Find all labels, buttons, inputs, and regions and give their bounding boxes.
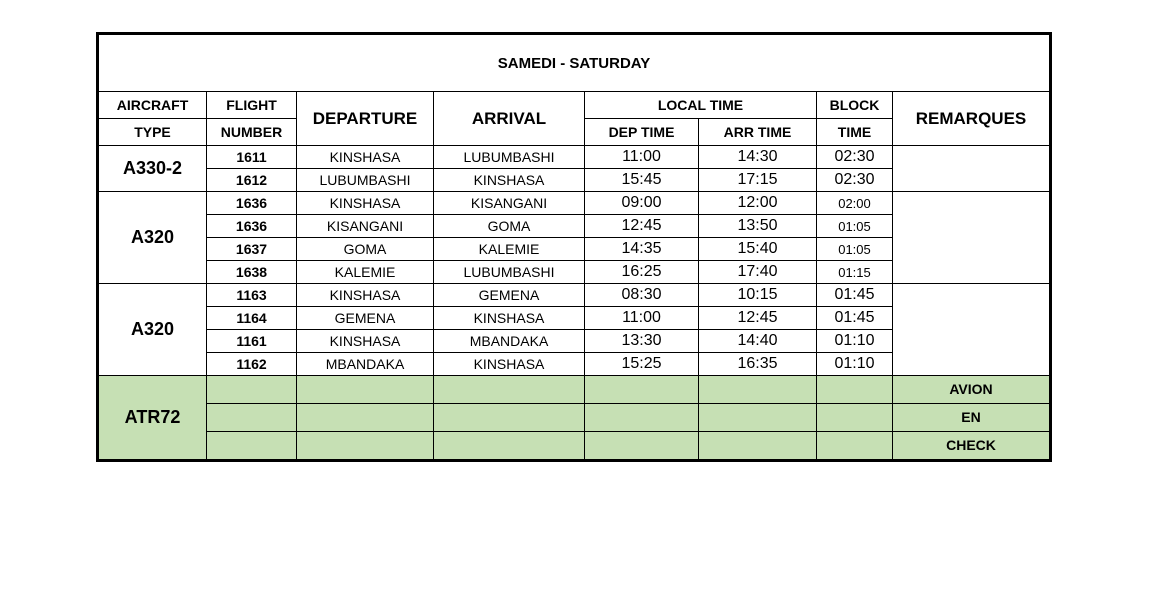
arrival-city: KALEMIE	[434, 238, 585, 261]
flight-number: 1612	[207, 169, 297, 192]
header-local-time: LOCAL TIME	[585, 92, 817, 119]
header-type: TYPE	[98, 119, 207, 146]
departure-city: KINSHASA	[297, 330, 434, 353]
remarks-cell	[893, 146, 1051, 192]
flight-row	[98, 192, 1051, 215]
empty-cell	[434, 404, 585, 432]
arrival-city: KISANGANI	[434, 192, 585, 215]
arr-time: 15:40	[699, 238, 817, 261]
arrival-city: LUBUMBASHI	[434, 146, 585, 169]
block-time: 01:05	[817, 215, 893, 238]
header-arr-time: ARR TIME	[699, 119, 817, 146]
arr-time: 12:00	[699, 192, 817, 215]
block-time: 01:10	[817, 353, 893, 376]
arrival-city: KINSHASA	[434, 307, 585, 330]
header-time: TIME	[817, 119, 893, 146]
departure-city: LUBUMBASHI	[297, 169, 434, 192]
dep-time: 11:00	[585, 146, 699, 169]
header-number: NUMBER	[207, 119, 297, 146]
arr-time: 17:40	[699, 261, 817, 284]
dep-time: 13:30	[585, 330, 699, 353]
header-flight: FLIGHT	[207, 92, 297, 119]
departure-city: KINSHASA	[297, 284, 434, 307]
empty-cell	[585, 432, 699, 461]
remarks-cell	[893, 284, 1051, 376]
empty-cell	[699, 376, 817, 404]
empty-cell	[207, 376, 297, 404]
empty-cell	[585, 404, 699, 432]
empty-cell	[585, 376, 699, 404]
header-arrival: ARRIVAL	[434, 92, 585, 146]
empty-cell	[699, 432, 817, 461]
arr-time: 12:45	[699, 307, 817, 330]
empty-cell	[297, 404, 434, 432]
block-time: 01:15	[817, 261, 893, 284]
empty-cell	[817, 404, 893, 432]
block-time: 02:00	[817, 192, 893, 215]
departure-city: KINSHASA	[297, 192, 434, 215]
dep-time: 15:45	[585, 169, 699, 192]
dep-time: 12:45	[585, 215, 699, 238]
flight-number: 1637	[207, 238, 297, 261]
empty-cell	[297, 376, 434, 404]
arr-time: 16:35	[699, 353, 817, 376]
remark-line: AVION	[893, 376, 1051, 404]
departure-city: KINSHASA	[297, 146, 434, 169]
flight-number: 1164	[207, 307, 297, 330]
empty-cell	[434, 432, 585, 461]
dep-time: 09:00	[585, 192, 699, 215]
block-time: 01:45	[817, 284, 893, 307]
header-aircraft: AIRCRAFT	[98, 92, 207, 119]
arrival-city: GEMENA	[434, 284, 585, 307]
aircraft-type: A330-2	[98, 146, 207, 192]
arrival-city: LUBUMBASHI	[434, 261, 585, 284]
atr-row	[98, 432, 1051, 461]
atr-row	[98, 376, 1051, 404]
empty-cell	[297, 432, 434, 461]
flight-row	[98, 284, 1051, 307]
flight-number: 1611	[207, 146, 297, 169]
arr-time: 13:50	[699, 215, 817, 238]
arrival-city: KINSHASA	[434, 169, 585, 192]
block-time: 01:10	[817, 330, 893, 353]
departure-city: KISANGANI	[297, 215, 434, 238]
block-time: 02:30	[817, 146, 893, 169]
arrival-city: GOMA	[434, 215, 585, 238]
header-block: BLOCK	[817, 92, 893, 119]
dep-time: 11:00	[585, 307, 699, 330]
block-time: 01:05	[817, 238, 893, 261]
empty-cell	[699, 404, 817, 432]
empty-cell	[207, 432, 297, 461]
flight-schedule-table	[96, 32, 1052, 462]
flight-number: 1638	[207, 261, 297, 284]
remark-line: CHECK	[893, 432, 1051, 461]
remarks-cell	[893, 192, 1051, 284]
dep-time: 14:35	[585, 238, 699, 261]
arr-time: 10:15	[699, 284, 817, 307]
dep-time: 16:25	[585, 261, 699, 284]
header-remarques: REMARQUES	[893, 92, 1051, 146]
flight-row	[98, 146, 1051, 169]
dep-time: 08:30	[585, 284, 699, 307]
arrival-city: MBANDAKA	[434, 330, 585, 353]
flight-number: 1636	[207, 215, 297, 238]
flight-number: 1163	[207, 284, 297, 307]
arrival-city: KINSHASA	[434, 353, 585, 376]
departure-city: MBANDAKA	[297, 353, 434, 376]
block-time: 01:45	[817, 307, 893, 330]
departure-city: KALEMIE	[297, 261, 434, 284]
empty-cell	[817, 376, 893, 404]
header-dep-time: DEP TIME	[585, 119, 699, 146]
flight-number: 1636	[207, 192, 297, 215]
flight-number: 1161	[207, 330, 297, 353]
dep-time: 15:25	[585, 353, 699, 376]
arr-time: 14:30	[699, 146, 817, 169]
aircraft-type: A320	[98, 284, 207, 376]
arr-time: 14:40	[699, 330, 817, 353]
aircraft-type: A320	[98, 192, 207, 284]
empty-cell	[207, 404, 297, 432]
departure-city: GOMA	[297, 238, 434, 261]
aircraft-type: ATR72	[98, 376, 207, 461]
header-departure: DEPARTURE	[297, 92, 434, 146]
block-time: 02:30	[817, 169, 893, 192]
atr-row	[98, 404, 1051, 432]
arr-time: 17:15	[699, 169, 817, 192]
day-title: SAMEDI - SATURDAY	[98, 34, 1051, 92]
remark-line: EN	[893, 404, 1051, 432]
empty-cell	[817, 432, 893, 461]
flight-number: 1162	[207, 353, 297, 376]
empty-cell	[434, 376, 585, 404]
departure-city: GEMENA	[297, 307, 434, 330]
